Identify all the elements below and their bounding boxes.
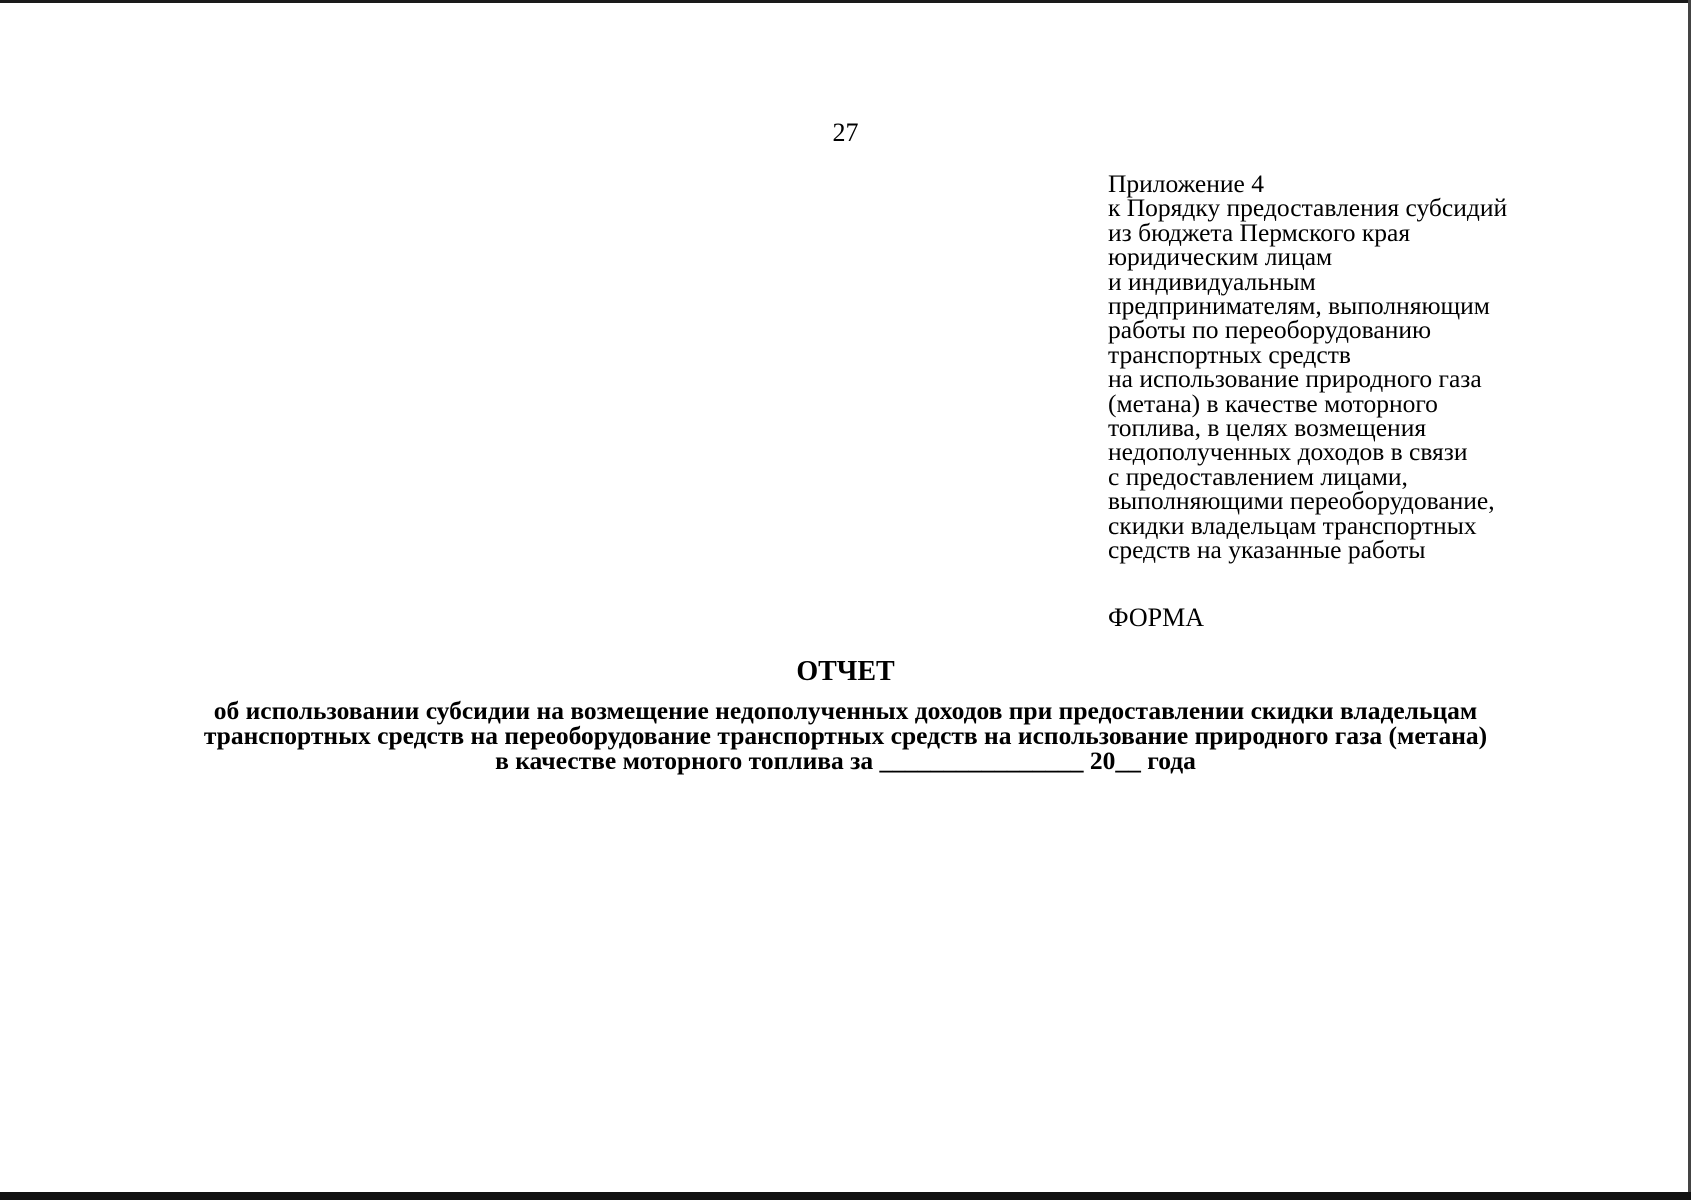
appendix-line: к Порядку предоставления субсидий <box>1108 193 1508 223</box>
page-number: 27 <box>832 118 859 147</box>
appendix-line: с предоставлением лицами, <box>1108 461 1408 491</box>
appendix-line: скидки владельцам транспортных <box>1108 510 1477 540</box>
appendix-line: и индивидуальным <box>1108 266 1316 296</box>
scan-edge-bottom <box>0 1192 1691 1200</box>
appendix-line: средств на указанные работы <box>1108 535 1426 565</box>
appendix-line: Приложение 4 <box>1108 169 1264 198</box>
appendix-line: недополученных доходов в связи <box>1108 437 1468 467</box>
appendix-line: юридическим лицам <box>1108 242 1333 272</box>
report-subtitle-line: об использовании субсидии на возмещение недополученных доходов при предоставлении скидки владельцам <box>213 696 1478 725</box>
report-subtitle-line: в качестве моторного топлива за ________________ 20__ года <box>495 746 1196 775</box>
appendix-line: транспортных средств <box>1108 339 1351 369</box>
scan-edge-top <box>0 0 1691 3</box>
appendix-line: топлива, в целях возмещения <box>1108 413 1427 443</box>
appendix-line: выполняющими переоборудование, <box>1108 486 1495 516</box>
report-subtitle-line: транспортных средств на переоборудование транспортных средств на использование природного газа (метана) <box>203 721 1488 750</box>
appendix-line: (метана) в качестве моторного <box>1108 388 1438 418</box>
report-title: ОТЧЕТ <box>796 656 895 687</box>
appendix-line: предпринимателям, выполняющим <box>1108 291 1490 321</box>
appendix-line: на использование природного газа <box>1108 364 1482 394</box>
report-subtitle <box>0 698 1691 773</box>
appendix-line: из бюджета Пермского края <box>1108 217 1411 247</box>
form-label: ФОРМА <box>1108 603 1204 632</box>
appendix-line: работы по переоборудованию <box>1108 315 1432 345</box>
appendix-block <box>1108 169 1678 565</box>
